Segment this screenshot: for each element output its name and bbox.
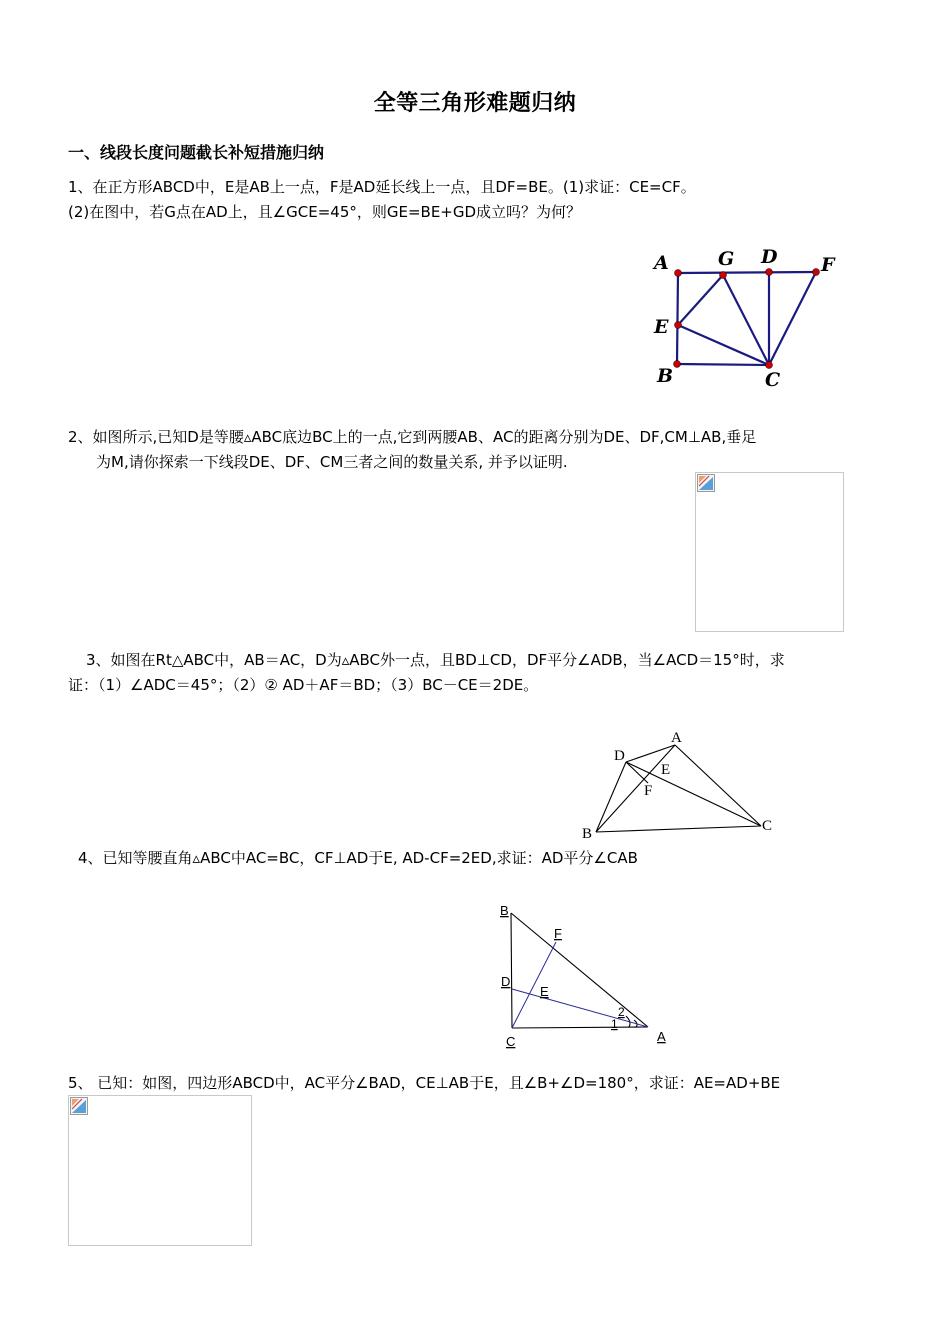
fig3-line-BC (596, 826, 761, 832)
problem-3-line-1: 3、如图在Rt△ABC中，AB＝AC，D为▵ABC外一点，且BD⊥CD，DF平分∠ADB，当∠ACD＝15°时，求 (86, 651, 785, 669)
figure-1-lines (677, 272, 816, 365)
fig1-label-G: G (718, 248, 735, 270)
fig1-line-BC (677, 364, 769, 365)
figure-2-missing-image (695, 472, 844, 632)
fig4-label-angle-2: 2 (618, 1005, 625, 1019)
fig1-point-A (675, 270, 682, 277)
fig3-line-AB (596, 745, 675, 832)
figure-3-triangle-diagram (575, 725, 795, 845)
fig1-line-EG (678, 275, 723, 325)
fig3-line-AC (675, 745, 761, 826)
figure-4-triangle-diagram (495, 898, 680, 1053)
fig1-label-B: B (657, 365, 674, 387)
fig1-point-B (674, 361, 681, 368)
fig1-label-A: A (654, 252, 669, 274)
problem-2-line-2: 为M,请你探索一下线段DE、DF、CM三者之间的数量关系, 并予以证明. (96, 453, 568, 471)
fig4-label-A: A (657, 1029, 666, 1044)
fig3-label-B: B (582, 826, 593, 842)
figure-1-square-diagram (640, 240, 850, 395)
fig1-point-G (720, 272, 727, 279)
fig4-line-BC (511, 913, 512, 1028)
fig4-label-D: D (501, 974, 511, 989)
fig1-point-C (766, 362, 773, 369)
fig1-point-D (766, 269, 773, 276)
fig1-line-GC (723, 275, 769, 365)
fig4-line-CA (512, 1027, 648, 1028)
fig1-point-F (813, 269, 820, 276)
fig1-label-F: F (821, 254, 835, 276)
fig3-line-DB (596, 762, 626, 832)
fig3-label-D: D (614, 748, 625, 764)
fig1-line-FC (769, 272, 816, 365)
fig4-line-BA (511, 913, 648, 1027)
fig1-label-C: C (765, 369, 781, 391)
problem-1-line-2: (2)在图中，若G点在AD上，且∠GCE=45°，则GE=BE+GD成立吗？为何？ (68, 203, 582, 221)
fig1-label-E: E (654, 316, 669, 338)
fig3-label-C: C (762, 818, 773, 834)
problem-1-line-1: 1、在正方形ABCD中，E是AB上一点，F是AD延长线上一点，且DF=BE。(1)求证：CE=CF。 (68, 178, 696, 196)
fig4-label-F: F (554, 926, 562, 941)
fig1-label-D: D (761, 246, 778, 268)
fig4-label-C: C (506, 1034, 516, 1049)
fig1-line-AF (678, 272, 816, 273)
fig1-line-EC (678, 325, 769, 365)
problem-4-line-1: 4、已知等腰直角▵ABC中AC=BC，CF⊥AD于E, AD-CF=2ED,求证：AD平分∠CAB (78, 849, 638, 867)
fig3-label-E: E (661, 762, 671, 778)
problem-2-line-1: 2、如图所示,已知D是等腰▵ABC底边BC上的一点,它到两腰AB、AC的距离分别为DE、DF,CM⊥AB,垂足 (68, 428, 757, 446)
fig3-line-DF (626, 762, 648, 783)
fig4-line-DA (512, 989, 648, 1027)
broken-image-icon (70, 1097, 88, 1115)
problem-5-line-1: 5、 已知：如图，四边形ABCD中，AC平分∠BAD，CE⊥AB于E，且∠B+∠D=180°，求证：AE=AD+BE (68, 1074, 781, 1092)
fig4-label-angle-1: 1 (611, 1017, 618, 1031)
fig4-label-B: B (500, 903, 509, 918)
problem-3-line-2: 证：（1）∠ADC＝45°；（2）② AD＋AF＝BD；（3）BC－CE＝2DE。 (68, 676, 539, 694)
page-title: 全等三角形难题归纳 (373, 91, 577, 116)
fig3-label-A: A (671, 730, 682, 746)
fig4-label-E: E (540, 984, 549, 999)
figure-5-missing-image (68, 1095, 252, 1246)
fig3-label-F: F (644, 783, 653, 799)
fig1-line-AB (677, 273, 678, 364)
fig1-point-E (675, 322, 682, 329)
section-heading: 一、线段长度问题截长补短措施归纳 (68, 143, 325, 162)
figure-4-lines (511, 913, 648, 1028)
fig4-line-CF (512, 942, 556, 1028)
broken-image-icon (697, 474, 715, 492)
figure-1-points (674, 269, 820, 369)
